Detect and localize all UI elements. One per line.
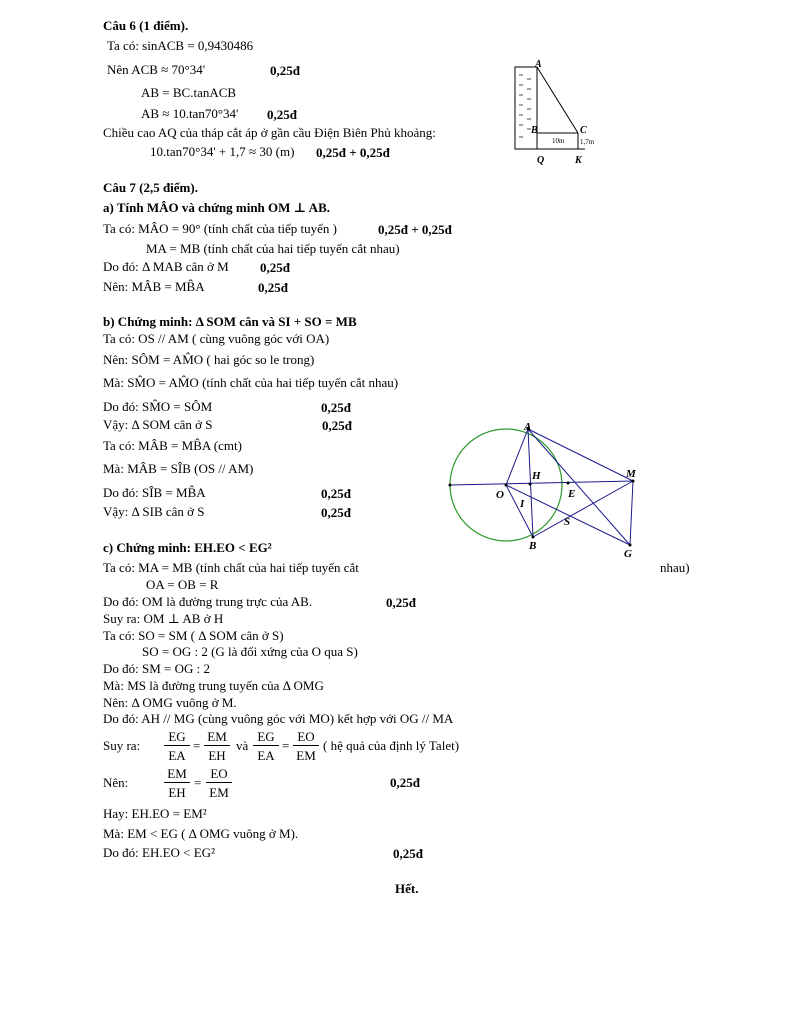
- q7b-line-2: Nên: SÔM = AM̂O ( hai góc so le trong): [103, 352, 315, 367]
- q7b-line-5: Vậy: Δ SOM cân ở S: [103, 417, 213, 432]
- q7c-title: c) Chứng minh: EH.EO < EG²: [103, 540, 272, 555]
- fig-label-g: G: [624, 548, 632, 560]
- q7b-line-4: Do đó: SM̂O = SÔM: [103, 399, 213, 414]
- end-mark: Hết.: [395, 881, 419, 896]
- q6-line-2: Nên ACB ≈ 70°34': [107, 62, 206, 77]
- fig-label-s: S: [564, 516, 571, 528]
- tower-figure: [505, 55, 615, 170]
- q6-line-3: AB = BC.tanACB: [141, 85, 237, 100]
- q6-line-4: AB ≈ 10.tan70°34': [141, 106, 239, 121]
- tower-body: [515, 67, 537, 149]
- q7c-line-14: Mà: EM < EG ( Δ OMG vuông ở M).: [103, 826, 299, 841]
- fraction-eo-em-2: $\frac{EO}{EM}$: [206, 766, 232, 800]
- q7b-title: b) Chứng minh: Δ SOM cân và SI + SO = MB: [103, 314, 357, 329]
- q6-line-5: Chiều cao AQ của tháp cắt áp ở gần cầu Điện Biên Phủ khoảng:: [103, 125, 436, 140]
- fraction-eg-ea-2: $\frac{EG}{EA}$: [253, 729, 279, 763]
- q7a-line-2: MA = MB (tính chất của hai tiếp tuyến cắt nhau): [146, 241, 400, 256]
- label-a: A: [535, 59, 542, 70]
- fig-label-a: A: [524, 421, 532, 433]
- label-q: Q: [537, 155, 545, 166]
- line-ac: [537, 67, 578, 133]
- q7c-line-8: Mà: MS là đường trung tuyến của Δ OMG: [103, 678, 324, 693]
- q7c-line-13: Hay: EH.EO = EM²: [103, 806, 207, 821]
- q6-score-2: 0,25đ: [270, 63, 300, 78]
- q7b-line-1: Ta có: OS // AM ( cùng vuông góc với OA): [103, 331, 330, 346]
- fraction-eo-em: $\frac{EO}{EM}$: [293, 729, 319, 763]
- label-k: K: [575, 155, 582, 166]
- q7c-line-3: Do đó: OM là đường trung trực của AB.: [103, 594, 313, 609]
- fig-label-o: O: [496, 489, 504, 501]
- equals-sign: =: [193, 738, 201, 753]
- label-c: C: [580, 125, 587, 136]
- equals-sign-3: =: [194, 775, 202, 790]
- q7b-line-6: Ta có: MÂB = MB̂A (cmt): [103, 438, 242, 453]
- q7c-score-12: 0,25đ: [390, 775, 420, 790]
- q7c-line-4: Suy ra: OM ⊥ AB ở H: [103, 611, 224, 626]
- q7b-line-3: Mà: SM̂O = AM̂O (tính chất của hai tiếp tuyến cắt nhau): [103, 375, 399, 390]
- q7-title: Câu 7 (2,5 điểm).: [103, 180, 198, 195]
- q7c-line-9: Nên: Δ OMG vuông ở M.: [103, 695, 237, 710]
- q6-score-4: 0,25đ: [267, 107, 297, 122]
- q7c-line-1b: nhau): [660, 560, 690, 575]
- q7c-score-15: 0,25đ: [393, 846, 423, 861]
- q7c-line-11-suffix: ( hệ quả của định lý Talet): [323, 738, 460, 753]
- label-b: B: [531, 125, 538, 136]
- q7c-line-11-prefix: Suy ra:: [103, 738, 141, 753]
- q7c-score-3: 0,25đ: [386, 595, 416, 610]
- q7b-line-7: Mà: MÂB = SÎB (OS // AM): [103, 461, 254, 476]
- q7a-line-1: Ta có: MÂO = 90° (tính chất của tiếp tuyến ): [103, 221, 337, 236]
- q7c-line-7: Do đó: SM = OG : 2: [103, 661, 211, 676]
- fig-label-m: M: [626, 468, 636, 480]
- q7a-line-3: Do đó: Δ MAB cân ở M: [103, 259, 229, 274]
- q7b-score-5: 0,25đ: [322, 418, 352, 433]
- fig-label-b: B: [529, 540, 537, 552]
- q7a-title: a) Tính MÂO và chứng minh OM ⊥ AB.: [103, 200, 330, 215]
- q7a-score-4: 0,25đ: [258, 280, 288, 295]
- q6-line-6: 10.tan70°34' + 1,7 ≈ 30 (m): [150, 144, 295, 159]
- q7c-line-5: Ta có: SO = SM ( Δ SOM cân ở S): [103, 628, 284, 643]
- q7a-score-3: 0,25đ: [260, 260, 290, 275]
- q7c-line-15: Do đó: EH.EO < EG²: [103, 845, 215, 860]
- fig-label-h: H: [532, 470, 541, 482]
- conjunction: và: [236, 738, 249, 753]
- label-10m: 10m: [552, 137, 565, 145]
- fraction-em-eh-2: $\frac{EM}{EH}$: [164, 766, 190, 800]
- fig-label-e: E: [568, 488, 576, 500]
- q6-title: Câu 6 (1 điểm).: [103, 18, 189, 33]
- equals-sign-2: =: [282, 738, 290, 753]
- q7a-line-4: Nên: MÂB = MB̂A: [103, 279, 205, 294]
- q7c-line-6: SO = OG : 2 (G là đối xứng của O qua S): [142, 644, 358, 659]
- q7b-score-4: 0,25đ: [321, 400, 351, 415]
- fig-label-i: I: [520, 498, 525, 510]
- q7b-line-8: Do đó: SÎB = MB̂A: [103, 485, 206, 500]
- label-1-7m: 1,7m: [580, 138, 595, 146]
- tower-hatching: [519, 75, 531, 137]
- fraction-eg-ea: $\frac{EG}{EA}$: [164, 729, 190, 763]
- q7c-line-12-prefix: Nên:: [103, 775, 129, 790]
- q7a-score-1: 0,25đ + 0,25đ: [378, 222, 452, 237]
- q6-line-1: Ta có: sinACB = 0,9430486: [107, 38, 254, 53]
- fraction-em-eh: $\frac{EM}{EH}$: [204, 729, 230, 763]
- q7c-line-1: Ta có: MA = MB (tính chất của hai tiếp tuyến cắt: [103, 560, 359, 575]
- q7c-line-2: OA = OB = R: [146, 577, 219, 592]
- q7b-score-9: 0,25đ: [321, 505, 351, 520]
- q7c-line-10: Do đó: AH // MG (cùng vuông góc với MO) kết hợp với OG // MA: [103, 711, 454, 726]
- q7b-line-9: Vậy: Δ SIB cân ở S: [103, 504, 205, 519]
- circle-tangent-figure: [440, 415, 660, 565]
- q6-score-6: 0,25đ + 0,25đ: [316, 145, 390, 160]
- q7b-score-8: 0,25đ: [321, 486, 351, 501]
